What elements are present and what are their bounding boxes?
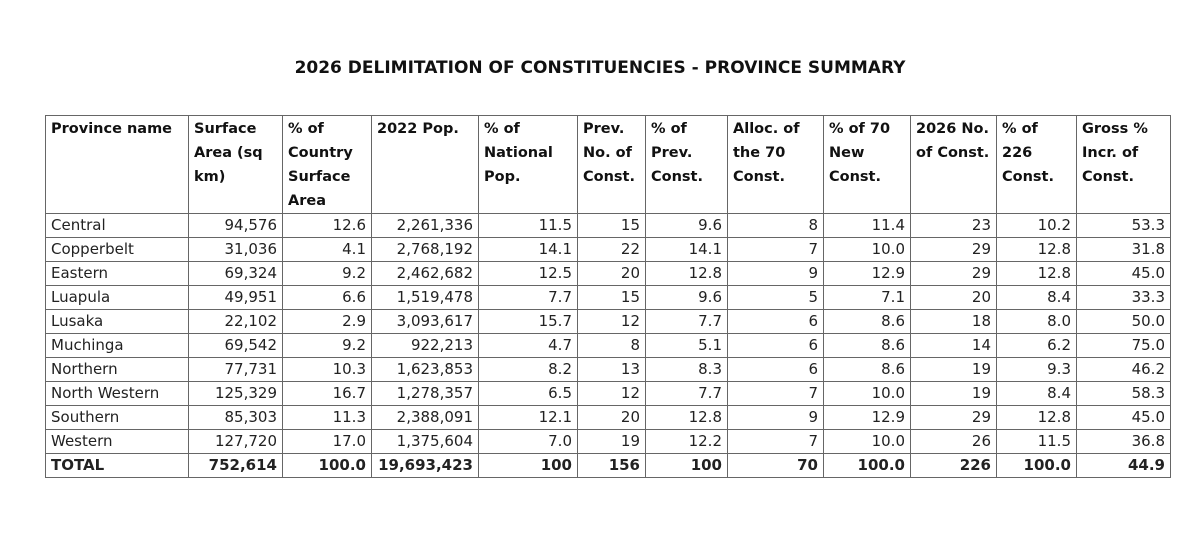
- column-header-pct-national-pop: % of National Pop.: [479, 116, 578, 214]
- table-cell: 9: [728, 262, 824, 286]
- table-cell: 7.7: [646, 382, 728, 406]
- table-cell: 7.0: [479, 430, 578, 454]
- table-row: [46, 382, 1171, 406]
- table-cell: 11.4: [824, 214, 911, 238]
- column-header-pct-226: % of 226 Const.: [997, 116, 1077, 214]
- table-cell: 6: [728, 334, 824, 358]
- table-cell: 9: [728, 406, 824, 430]
- table-cell: 75.0: [1077, 334, 1171, 358]
- table-cell: 19: [911, 382, 997, 406]
- table-cell: 8.6: [824, 358, 911, 382]
- table-cell: 85,303: [189, 406, 283, 430]
- table-cell: 45.0: [1077, 406, 1171, 430]
- table-cell: 6: [728, 358, 824, 382]
- table-cell: 20: [911, 286, 997, 310]
- table-cell: 58.3: [1077, 382, 1171, 406]
- table-row: [46, 286, 1171, 310]
- table-cell: 10.3: [283, 358, 372, 382]
- table-cell: 17.0: [283, 430, 372, 454]
- table-cell: 8.0: [997, 310, 1077, 334]
- table-cell: 18: [911, 310, 997, 334]
- table-cell: 22,102: [189, 310, 283, 334]
- table-cell: 2,768,192: [372, 238, 479, 262]
- table-cell: 8.6: [824, 310, 911, 334]
- table-cell: 12.9: [824, 262, 911, 286]
- table-cell: 19: [578, 430, 646, 454]
- table-cell: 127,720: [189, 430, 283, 454]
- table-cell: 9.6: [646, 214, 728, 238]
- table-cell: 20: [578, 406, 646, 430]
- total-row: [46, 454, 1171, 478]
- table-cell: 7: [728, 238, 824, 262]
- table-cell: 12.8: [646, 406, 728, 430]
- header-row: [46, 116, 1171, 214]
- table-cell: 46.2: [1077, 358, 1171, 382]
- table-cell: 100.0: [997, 454, 1077, 478]
- table-cell: 53.3: [1077, 214, 1171, 238]
- table-cell: 752,614: [189, 454, 283, 478]
- table-row: [46, 406, 1171, 430]
- province-name-cell: Muchinga: [46, 334, 189, 358]
- province-name-cell: Southern: [46, 406, 189, 430]
- table-cell: 10.2: [997, 214, 1077, 238]
- column-header-2026-no-const: 2026 No. of Const.: [911, 116, 997, 214]
- table-cell: 26: [911, 430, 997, 454]
- province-summary-table: [45, 115, 1171, 478]
- column-header-surface-area: Surface Area (sq km): [189, 116, 283, 214]
- table-cell: 4.1: [283, 238, 372, 262]
- table-cell: 9.3: [997, 358, 1077, 382]
- table-cell: 12.2: [646, 430, 728, 454]
- table-cell: 100: [479, 454, 578, 478]
- table-cell: 12.5: [479, 262, 578, 286]
- table-cell: 7.7: [479, 286, 578, 310]
- table-cell: 70: [728, 454, 824, 478]
- table-cell: 1,278,357: [372, 382, 479, 406]
- table-cell: 10.0: [824, 382, 911, 406]
- table-row: [46, 334, 1171, 358]
- table-cell: 5.1: [646, 334, 728, 358]
- table-cell: 6.2: [997, 334, 1077, 358]
- column-header-province-name: Province name: [46, 116, 189, 214]
- table-cell: 77,731: [189, 358, 283, 382]
- table-cell: 12.9: [824, 406, 911, 430]
- table-cell: 12.8: [997, 406, 1077, 430]
- table-cell: 11.5: [479, 214, 578, 238]
- table-cell: 3,093,617: [372, 310, 479, 334]
- table-cell: 8: [578, 334, 646, 358]
- table-cell: 16.7: [283, 382, 372, 406]
- table-cell: 50.0: [1077, 310, 1171, 334]
- table-cell: 125,329: [189, 382, 283, 406]
- province-name-cell: Copperbelt: [46, 238, 189, 262]
- table-cell: 10.0: [824, 430, 911, 454]
- table-cell: 2.9: [283, 310, 372, 334]
- total-label: TOTAL: [46, 454, 189, 478]
- table-cell: 8: [728, 214, 824, 238]
- table-cell: 6.5: [479, 382, 578, 406]
- table-cell: 2,388,091: [372, 406, 479, 430]
- table-cell: 12.6: [283, 214, 372, 238]
- table-cell: 12.1: [479, 406, 578, 430]
- table-cell: 13: [578, 358, 646, 382]
- column-header-gross-incr: Gross % Incr. of Const.: [1077, 116, 1171, 214]
- table-cell: 14.1: [646, 238, 728, 262]
- table-cell: 44.9: [1077, 454, 1171, 478]
- table-cell: 12: [578, 382, 646, 406]
- table-cell: 45.0: [1077, 262, 1171, 286]
- table-cell: 8.6: [824, 334, 911, 358]
- table-cell: 9.2: [283, 262, 372, 286]
- table-cell: 33.3: [1077, 286, 1171, 310]
- table-cell: 49,951: [189, 286, 283, 310]
- table-cell: 94,576: [189, 214, 283, 238]
- table-cell: 31,036: [189, 238, 283, 262]
- table-cell: 11.3: [283, 406, 372, 430]
- table-cell: 23: [911, 214, 997, 238]
- table-cell: 19,693,423: [372, 454, 479, 478]
- province-name-cell: Northern: [46, 358, 189, 382]
- table-cell: 12.8: [646, 262, 728, 286]
- province-name-cell: Luapula: [46, 286, 189, 310]
- document-title: 2026 DELIMITATION OF CONSTITUENCIES - PROVINCE SUMMARY: [294, 58, 906, 78]
- column-header-alloc-70: Alloc. of the 70 Const.: [728, 116, 824, 214]
- table-cell: 2,462,682: [372, 262, 479, 286]
- table-cell: 2,261,336: [372, 214, 479, 238]
- table-cell: 22: [578, 238, 646, 262]
- table-row: [46, 214, 1171, 238]
- table-cell: 4.7: [479, 334, 578, 358]
- table-cell: 29: [911, 238, 997, 262]
- table-cell: 10.0: [824, 238, 911, 262]
- table-cell: 8.4: [997, 286, 1077, 310]
- table-cell: 7.7: [646, 310, 728, 334]
- table-cell: 69,542: [189, 334, 283, 358]
- province-name-cell: North Western: [46, 382, 189, 406]
- table-cell: 100.0: [824, 454, 911, 478]
- table-cell: 8.3: [646, 358, 728, 382]
- table-body: [46, 214, 1171, 478]
- table-cell: 31.8: [1077, 238, 1171, 262]
- table-cell: 226: [911, 454, 997, 478]
- table-row: [46, 430, 1171, 454]
- table-cell: 14.1: [479, 238, 578, 262]
- table-cell: 19: [911, 358, 997, 382]
- table-cell: 29: [911, 262, 997, 286]
- table-row: [46, 238, 1171, 262]
- table-cell: 9.2: [283, 334, 372, 358]
- table-cell: 14: [911, 334, 997, 358]
- table-cell: 1,375,604: [372, 430, 479, 454]
- table-cell: 11.5: [997, 430, 1077, 454]
- table-cell: 1,519,478: [372, 286, 479, 310]
- table-cell: 15.7: [479, 310, 578, 334]
- province-name-cell: Lusaka: [46, 310, 189, 334]
- table-cell: 100.0: [283, 454, 372, 478]
- table-cell: 7.1: [824, 286, 911, 310]
- table-cell: 6: [728, 310, 824, 334]
- table-cell: 8.2: [479, 358, 578, 382]
- table-cell: 156: [578, 454, 646, 478]
- table-row: [46, 358, 1171, 382]
- table-cell: 29: [911, 406, 997, 430]
- column-header-2022-pop: 2022 Pop.: [372, 116, 479, 214]
- column-header-pct-country-surface: % of Country Surface Area: [283, 116, 372, 214]
- table-cell: 69,324: [189, 262, 283, 286]
- column-header-pct-70-new: % of 70 New Const.: [824, 116, 911, 214]
- table-cell: 12.8: [997, 238, 1077, 262]
- province-name-cell: Eastern: [46, 262, 189, 286]
- table-cell: 12: [578, 310, 646, 334]
- column-header-pct-prev-const: % of Prev. Const.: [646, 116, 728, 214]
- table-cell: 36.8: [1077, 430, 1171, 454]
- province-name-cell: Central: [46, 214, 189, 238]
- table-cell: 15: [578, 286, 646, 310]
- table-row: [46, 310, 1171, 334]
- table-cell: 7: [728, 382, 824, 406]
- table-cell: 15: [578, 214, 646, 238]
- table-cell: 12.8: [997, 262, 1077, 286]
- column-header-prev-no-const: Prev. No. of Const.: [578, 116, 646, 214]
- table-cell: 9.6: [646, 286, 728, 310]
- table-cell: 1,623,853: [372, 358, 479, 382]
- table-cell: 5: [728, 286, 824, 310]
- table-cell: 100: [646, 454, 728, 478]
- table-cell: 8.4: [997, 382, 1077, 406]
- table-cell: 6.6: [283, 286, 372, 310]
- province-name-cell: Western: [46, 430, 189, 454]
- table-cell: 922,213: [372, 334, 479, 358]
- table-cell: 20: [578, 262, 646, 286]
- table-row: [46, 262, 1171, 286]
- table-cell: 7: [728, 430, 824, 454]
